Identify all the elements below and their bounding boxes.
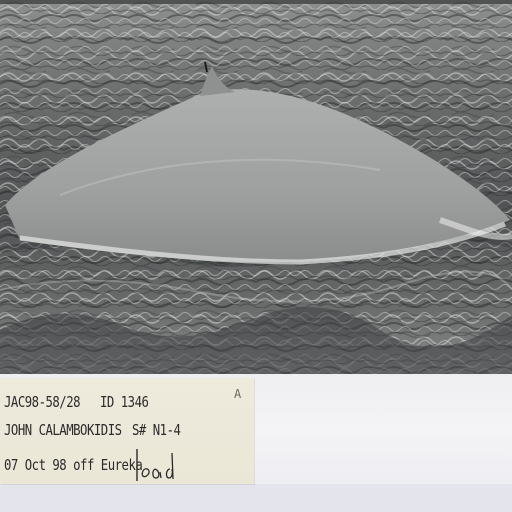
label-photographer: JOHN CALAMBOKIDIS: [4, 421, 122, 439]
label-corner-mark: A: [234, 387, 241, 401]
catalog-label-card: [0, 378, 254, 484]
handwritten-lead-note: [134, 447, 180, 483]
label-id-field: ID 1346: [100, 393, 149, 411]
label-s-number: S# N1-4: [132, 421, 181, 439]
label-date-location: 07 Oct 98 off Eureka: [4, 456, 143, 474]
label-catalog-number: JAC98-58/28: [4, 393, 81, 411]
mount-bottom-strip: [0, 484, 512, 512]
